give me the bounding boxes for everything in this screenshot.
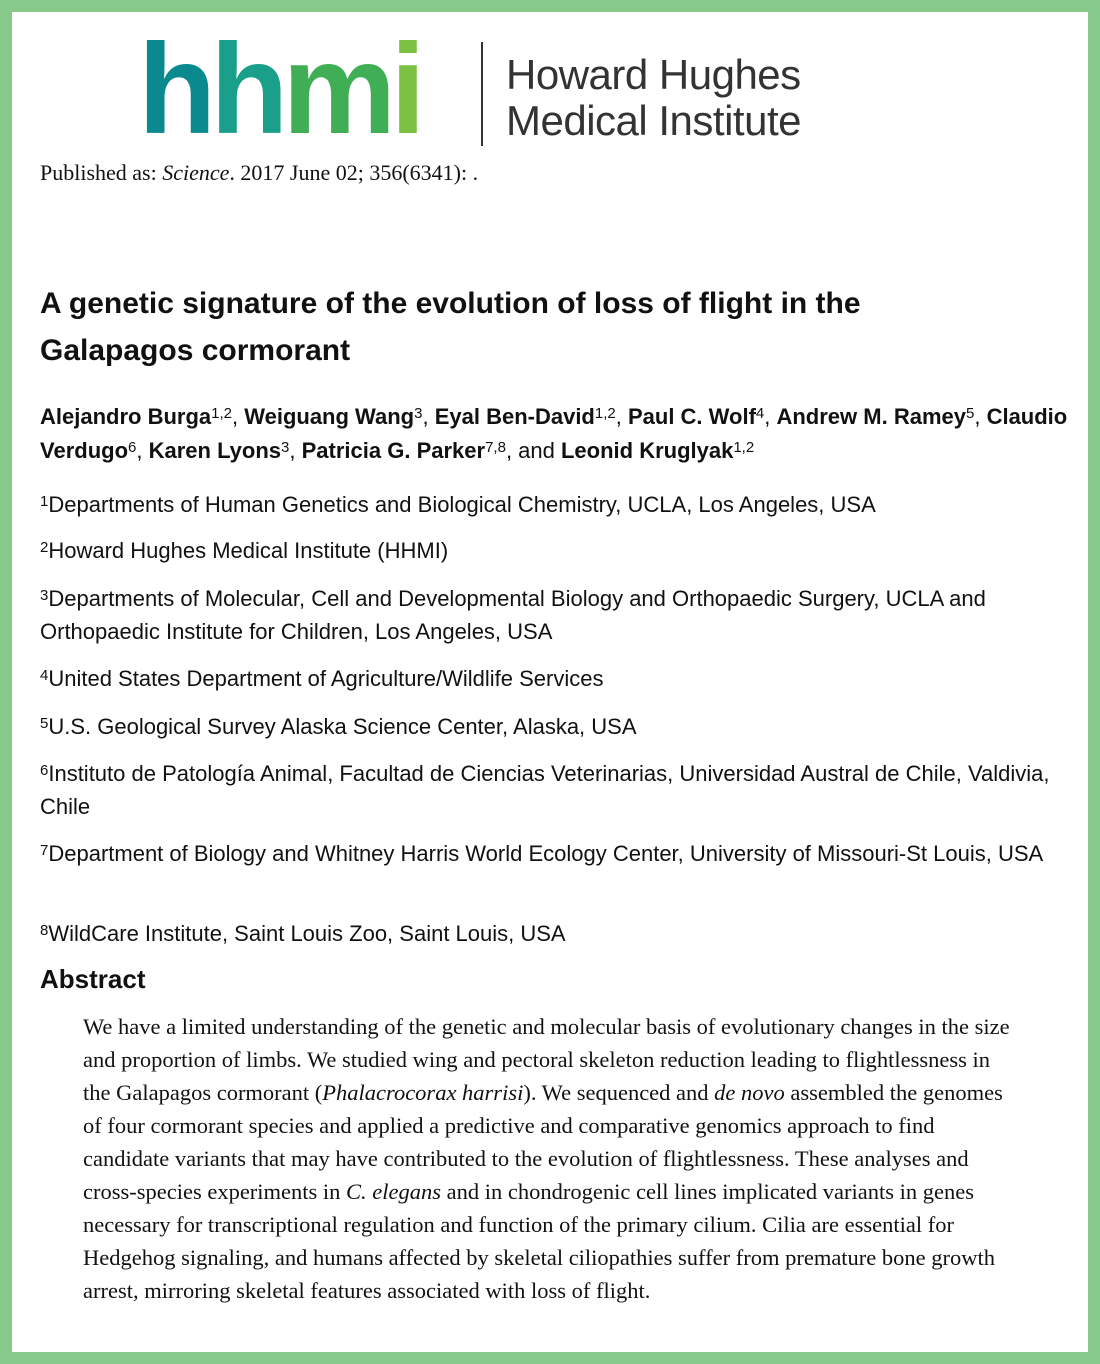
logo-name-line1: Howard Hughes (506, 51, 801, 98)
affiliation-number: 1 (40, 493, 49, 510)
affiliation-number: 6 (40, 762, 49, 779)
abstract-text-4: and in chondrogenic cell lines implicated variants in genes necessary for transcriptional regulation and function of the primary cilium. Cilia are essential for Hedgehog signaling, and humans affected by skeletal ciliopathies suffer from premature bone growth arrest, mirroring skeletal features associated with loss of flight. (83, 1179, 996, 1303)
author-separator: , (136, 438, 149, 463)
logo-divider (481, 42, 483, 146)
author-affiliation-ref: 6 (128, 439, 137, 456)
abstract-text-1: We have a limited understanding of the genetic and molecular basis of evolutionary changes in the size and proportion of limbs. We studied wing and pectoral skeleton reduction leading to flightlessness in the Galapagos cormorant ( (83, 1014, 1010, 1105)
affiliation-number: 7 (40, 842, 49, 859)
author-affiliation-ref: 3 (281, 439, 290, 456)
author-name: Karen Lyons (148, 438, 282, 463)
affiliation-number: 4 (40, 667, 49, 684)
author-separator: , (615, 404, 628, 429)
author-name: Patricia G. Parker (301, 438, 486, 463)
affiliation-text: Departments of Molecular, Cell and Developmental Biology and Orthopaedic Surgery, UCLA and Orthopaedic Institute for Children, Los Angeles, USA (40, 586, 986, 644)
author-affiliation-ref: 1,2 (211, 405, 232, 422)
abstract-body (83, 1010, 1023, 1307)
abstract-heading: Abstract (40, 964, 146, 994)
logo-letter-h1: h (138, 18, 211, 161)
affiliation-text: Departments of Human Genetics and Biological Chemistry, UCLA, Los Angeles, USA (48, 492, 876, 517)
author-name: Weiguang Wang (244, 404, 415, 429)
author-name: Claudio Verdugo (40, 404, 1068, 463)
journal-name: Science (162, 160, 230, 185)
affiliation-4 (40, 662, 1070, 695)
affiliation-number: 8 (40, 922, 49, 939)
author-list (40, 400, 1070, 468)
author-separator: , and (505, 438, 561, 463)
abstract-c-elegans: C. elegans (346, 1179, 442, 1204)
affiliation-8 (40, 917, 1070, 950)
affiliation-7 (40, 837, 1070, 870)
affiliation-2 (40, 534, 1070, 567)
affiliation-3 (40, 582, 1070, 648)
author-name: Paul C. Wolf (627, 404, 756, 429)
logo-institute-name (506, 52, 801, 144)
author-name: Alejandro Burga (40, 404, 212, 429)
document-page (12, 12, 1088, 1352)
author-affiliation-ref: 1,2 (733, 439, 755, 456)
hhmi-logo-letters (138, 18, 420, 161)
abstract-de-novo: de novo (714, 1080, 785, 1105)
affiliation-6 (40, 757, 1070, 823)
logo-letter-m: m (282, 18, 391, 161)
author-affiliation-ref: 1,2 (594, 405, 616, 422)
author-name: Leonid Kruglyak (560, 438, 734, 463)
author-affiliation-ref: 5 (965, 405, 975, 422)
affiliation-text: Howard Hughes Medical Institute (HHMI) (48, 538, 449, 563)
affiliation-text: United States Department of Agriculture/Wildlife Services (48, 666, 604, 691)
abstract-text-3: assembled the genomes of four cormorant species and applied a predictive and comparative genomics approach to find candidate variants that may have contributed to the evolution of flightlessness. These analyses and cross-species experiments in (83, 1080, 1003, 1204)
affiliation-text: U.S. Geological Survey Alaska Science Center, Alaska, USA (48, 714, 637, 739)
paper-title: A genetic signature of the evolution of loss of flight in the Galapagos cormorant (40, 287, 861, 367)
publication-line (40, 160, 478, 186)
affiliation-5 (40, 710, 1070, 743)
author-affiliation-ref: 7,8 (485, 439, 506, 456)
hhmi-logo (138, 18, 858, 161)
logo-letter-i: i (390, 18, 420, 161)
publication-prefix: Published as: (40, 160, 163, 185)
author-separator: , (289, 438, 302, 463)
abstract-species: Phalacrocorax harrisi (322, 1080, 524, 1105)
logo-letter-h2: h (210, 18, 283, 161)
affiliation-text: Instituto de Patología Animal, Facultad de Ciencias Veterinarias, Universidad Austral de Chile, Valdivia, Chile (40, 761, 1050, 819)
affiliation-number: 3 (40, 587, 49, 604)
affiliation-1 (40, 488, 1070, 521)
author-name: Eyal Ben-David (434, 404, 595, 429)
affiliation-text: WildCare Institute, Saint Louis Zoo, Saint Louis, USA (48, 921, 566, 946)
affiliation-number: 5 (40, 715, 49, 732)
abstract-text-2: ). We sequenced and (523, 1080, 715, 1105)
author-affiliation-ref: 4 (755, 405, 765, 422)
publication-details: . 2017 June 02; 356(6341): . (229, 160, 479, 185)
author-name: Andrew M. Ramey (776, 404, 966, 429)
author-separator: , (974, 404, 987, 429)
author-separator: , (232, 404, 245, 429)
logo-name-line2: Medical Institute (506, 97, 801, 144)
author-separator: , (764, 404, 777, 429)
author-affiliation-ref: 3 (414, 405, 423, 422)
affiliation-number: 2 (40, 539, 49, 556)
affiliation-text: Department of Biology and Whitney Harris World Ecology Center, University of Missouri-St Louis, USA (48, 841, 1044, 866)
author-separator: , (422, 404, 435, 429)
